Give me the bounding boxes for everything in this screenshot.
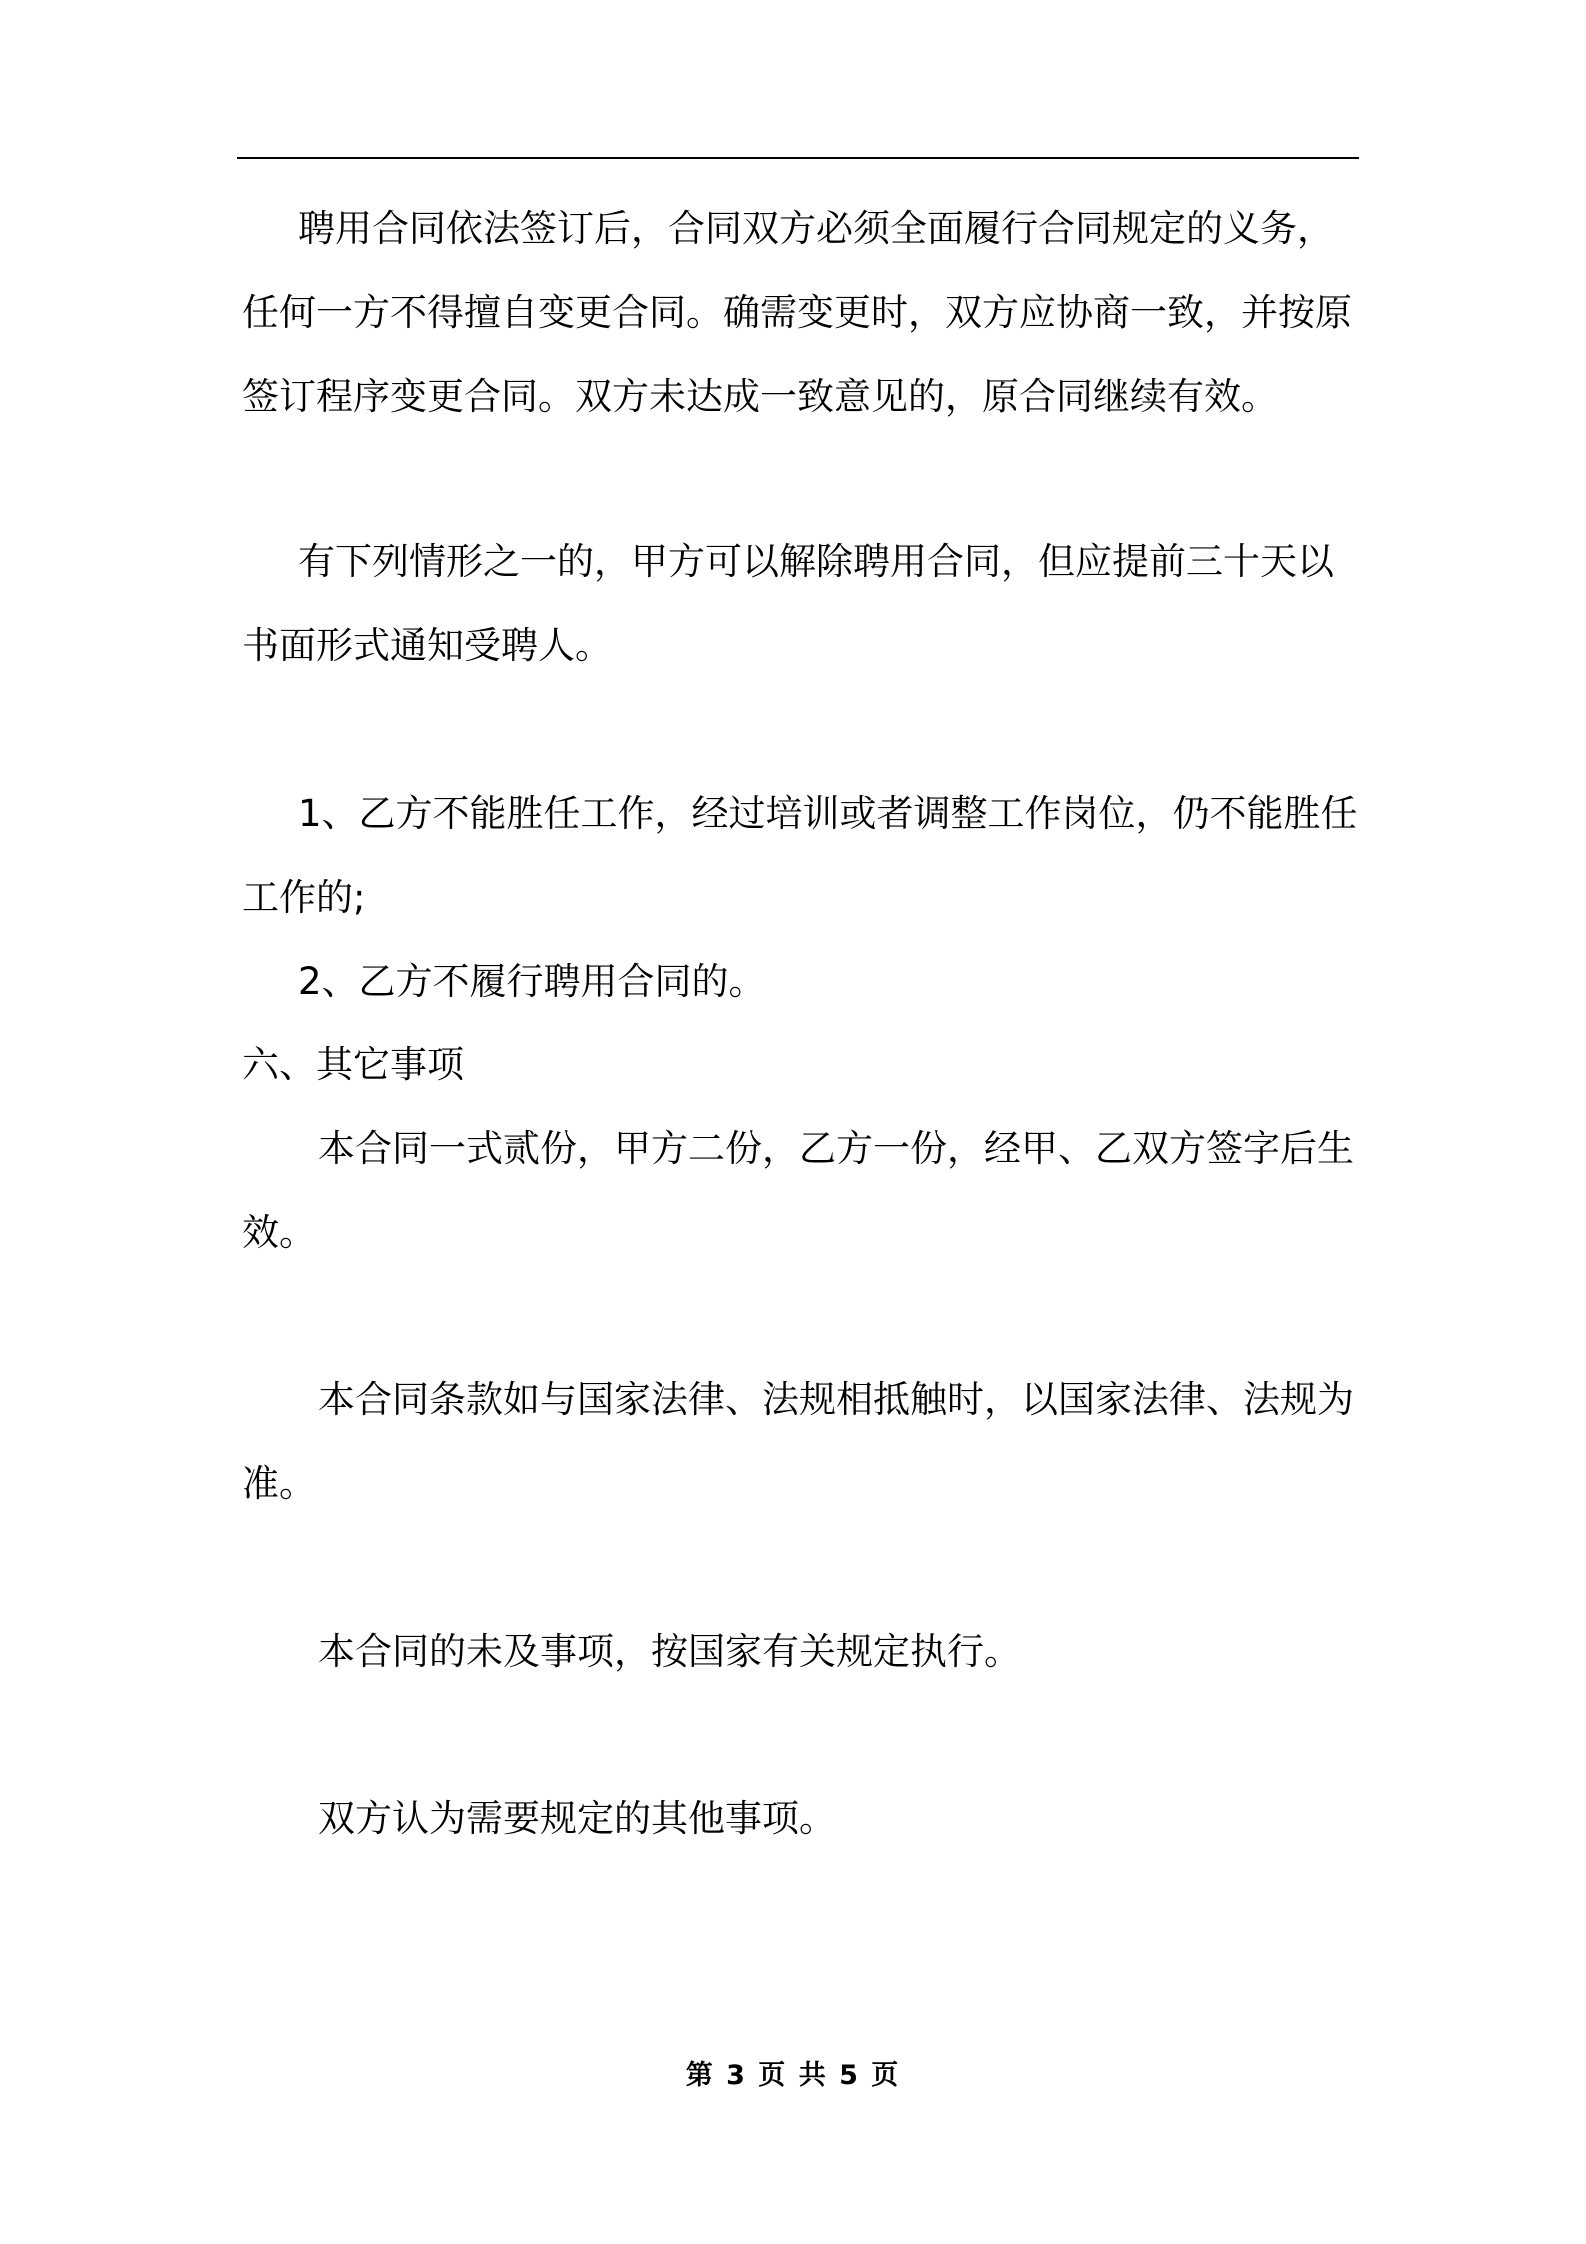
text-line: 有下列情形之一的，甲方可以解除聘用合同，但应提前三十天以 [298,540,1334,583]
text-line: 双方认为需要规定的其他事项。 [318,1797,836,1840]
page-indicator: 第 3 页 共 5 页 [685,2060,901,2091]
section-heading: 六、其它事项 [242,1043,464,1086]
text-line: 效。 [242,1211,316,1254]
text-line: 本合同条款如与国家法律、法规相抵触时，以国家法律、法规为 [318,1378,1354,1421]
text-line: 聘用合同依法签订后，合同双方必须全面履行合同规定的义务， [298,207,1334,250]
text-line: 准。 [242,1462,316,1505]
text-line: 2、乙方不履行聘用合同的。 [298,960,766,1003]
text-line: 工作的; [242,876,366,919]
header-rule [237,157,1359,159]
text-line: 书面形式通知受聘人。 [242,624,612,667]
text-line: 本合同的未及事项，按国家有关规定执行。 [318,1630,1021,1673]
text-line: 签订程序变更合同。双方未达成一致意见的，原合同继续有效。 [242,375,1278,418]
text-line: 1、乙方不能胜任工作，经过培训或者调整工作岗位，仍不能胜任 [298,792,1358,835]
text-line: 任何一方不得擅自变更合同。确需变更时，双方应协商一致，并按原 [242,291,1352,334]
text-line: 本合同一式贰份，甲方二份，乙方一份，经甲、乙双方签字后生 [318,1127,1354,1170]
